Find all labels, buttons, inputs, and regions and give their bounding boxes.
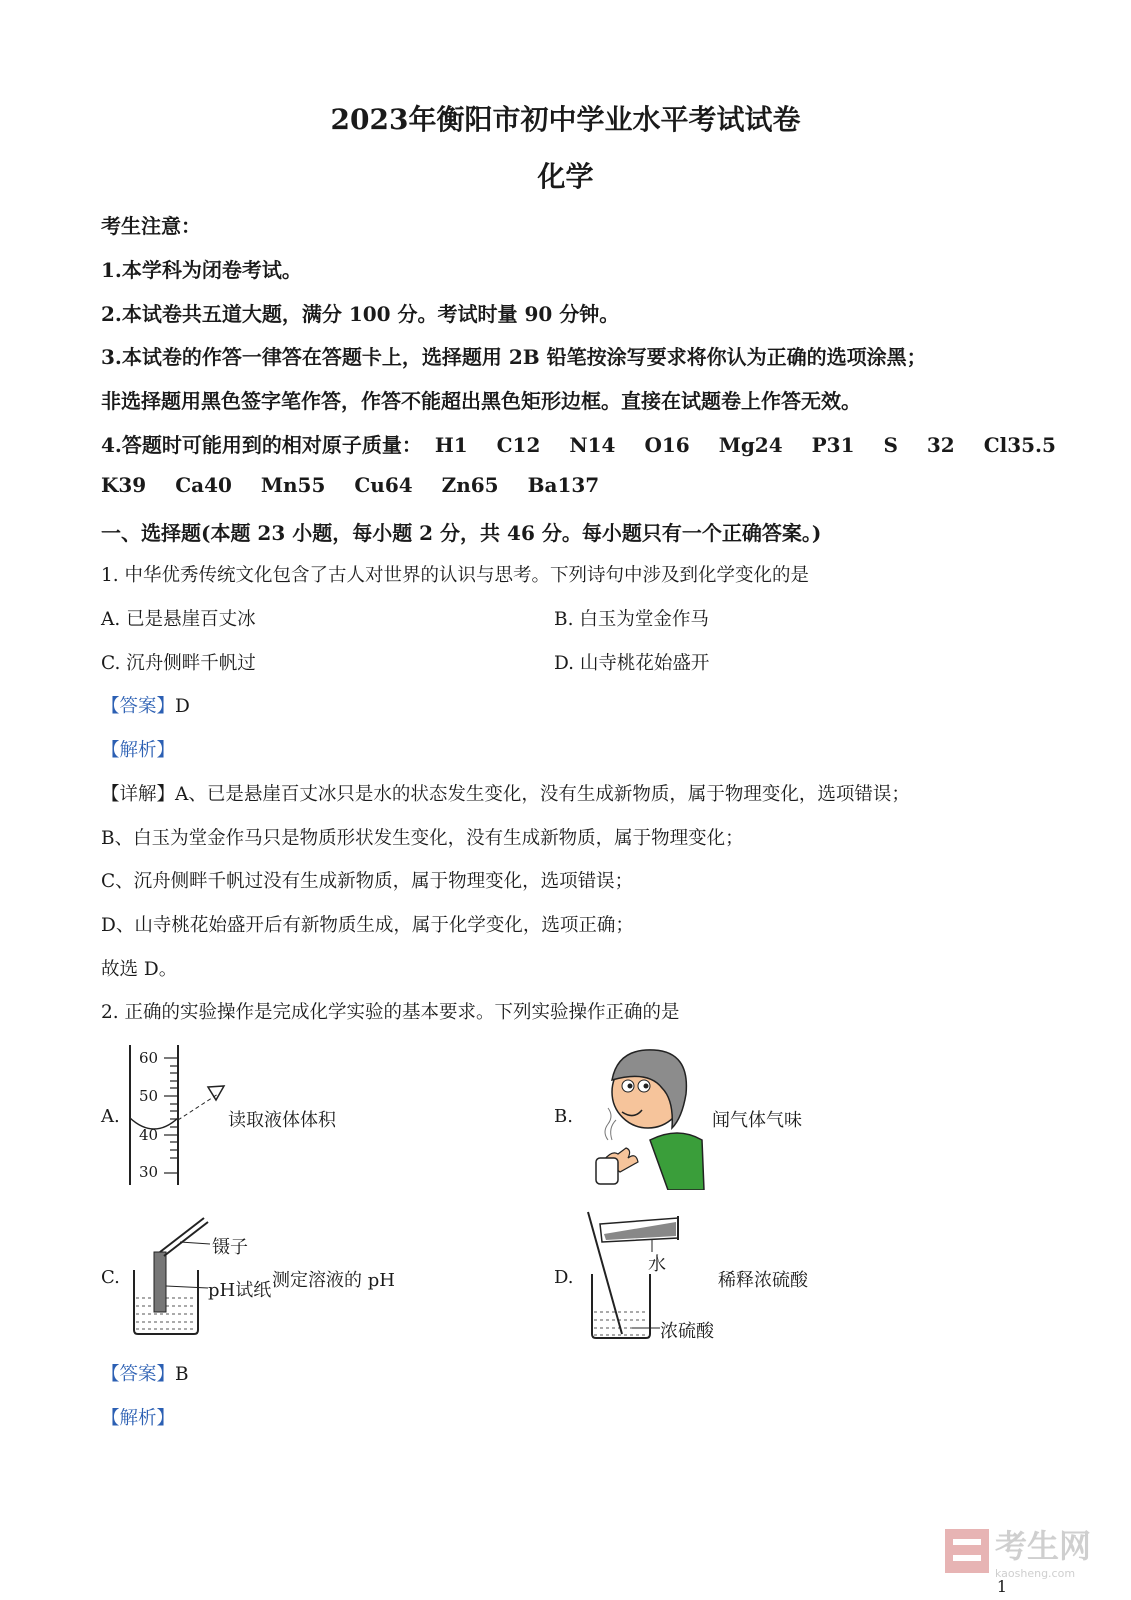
q1-detail-2: B、白玉为堂金作马只是物质形状发生变化，没有生成新物质，属于物理变化； bbox=[101, 828, 744, 849]
atom-mass: C12 bbox=[496, 433, 541, 457]
atom-mass: Cl35.5 bbox=[983, 433, 1056, 457]
tweezers-callout: 镊子 bbox=[212, 1237, 248, 1258]
answer-tag: 【答案】 bbox=[101, 1364, 176, 1385]
subject-title: 化学 bbox=[537, 160, 594, 193]
answer-value: B bbox=[175, 1364, 189, 1385]
q2-stem: 2. 正确的实验操作是完成化学实验的基本要求。下列实验操作正确的是 bbox=[101, 1002, 680, 1023]
water-callout: 水 bbox=[648, 1254, 666, 1275]
watermark-url: kaosheng.com bbox=[994, 1567, 1076, 1580]
q1-option-c: C. 沉舟侧畔千帆过 bbox=[101, 653, 256, 674]
sulfuric-acid-callout: 浓硫酸 bbox=[660, 1321, 714, 1342]
q2-option-d-label: 稀释浓硫酸 bbox=[718, 1270, 808, 1291]
atom-mass: Ba137 bbox=[527, 473, 600, 497]
atom-mass: Mn55 bbox=[260, 473, 326, 497]
cylinder-tick-30: 30 bbox=[139, 1163, 159, 1181]
q1-answer bbox=[101, 692, 190, 718]
q2-analysis-tag: 【解析】 bbox=[101, 1408, 176, 1429]
atom-mass: S bbox=[883, 433, 898, 457]
answer-value: D bbox=[175, 696, 190, 717]
q2-answer bbox=[101, 1360, 189, 1386]
notice-item-3: 3.本试卷的作答一律答在答题卡上，选择题用 2B 铅笔按涂写要求将你认为正确的选项涂黑； bbox=[101, 345, 927, 369]
q2-option-d-letter: D. bbox=[554, 1267, 574, 1288]
graduated-cylinder-figure bbox=[120, 1040, 230, 1190]
q1-option-b: B. 白玉为堂金作马 bbox=[554, 609, 709, 630]
atom-mass: H1 bbox=[434, 433, 468, 457]
ph-paper-callout: pH试纸 bbox=[208, 1280, 272, 1301]
notice-heading: 考生注意： bbox=[101, 214, 201, 238]
q1-conclusion: 故选 D。 bbox=[101, 959, 178, 980]
q2-option-a-letter: A. bbox=[101, 1106, 120, 1127]
section-1-heading: 一、选择题(本题 23 小题，每小题 2 分，共 46 分。每小题只有一个正确答案。) bbox=[101, 521, 822, 545]
q1-detail-3: C、沉舟侧畔千帆过没有生成新物质，属于物理变化，选项错误； bbox=[101, 871, 634, 892]
cylinder-tick-40: 40 bbox=[139, 1126, 159, 1144]
detail-text: A、已是悬崖百丈冰只是水的状态发生变化，没有生成新物质，属于物理变化，选项错误； bbox=[175, 784, 910, 805]
q2-option-c-label: 测定溶液的 pH bbox=[272, 1270, 395, 1291]
q2-option-b-label: 闻气体气味 bbox=[712, 1110, 802, 1131]
watermark-text: 考生网 bbox=[994, 1527, 1091, 1565]
atom-mass: Zn65 bbox=[441, 473, 499, 497]
cylinder-tick-60: 60 bbox=[139, 1049, 159, 1067]
detail-tag: 【详解】 bbox=[101, 784, 176, 805]
notice-item-1: 1.本学科为闭卷考试。 bbox=[101, 258, 302, 282]
atomic-masses-line-2 bbox=[101, 473, 621, 497]
q2-option-b-letter: B. bbox=[554, 1106, 573, 1127]
q1-option-a: A. 已是悬崖百丈冰 bbox=[101, 609, 256, 630]
smelling-gas-figure bbox=[578, 1040, 708, 1190]
atom-mass: K39 bbox=[101, 473, 147, 497]
atom-mass: Mg24 bbox=[718, 433, 783, 457]
watermark-logo-icon bbox=[945, 1529, 989, 1573]
cylinder-tick-50: 50 bbox=[139, 1087, 159, 1105]
q1-analysis-tag: 【解析】 bbox=[101, 740, 176, 761]
exam-title: 2023年衡阳市初中学业水平考试试卷 bbox=[330, 103, 801, 136]
atom-mass: Ca40 bbox=[175, 473, 232, 497]
atomic-masses-prefix: 4.答题时可能用到的相对原子质量： bbox=[101, 433, 422, 457]
q2-option-c-letter: C. bbox=[101, 1267, 120, 1288]
notice-item-2: 2.本试卷共五道大题，满分 100 分。考试时量 90 分钟。 bbox=[101, 302, 620, 326]
watermark bbox=[945, 1521, 1091, 1580]
q1-option-d: D. 山寺桃花始盛开 bbox=[554, 653, 710, 674]
atom-mass: O16 bbox=[644, 433, 690, 457]
atom-mass: Cu64 bbox=[354, 473, 413, 497]
notice-item-3-cont: 非选择题用黑色签字笔作答，作答不能超出黑色矩形边框。直接在试题卷上作答无效。 bbox=[101, 389, 861, 413]
atom-mass: P31 bbox=[811, 433, 855, 457]
q1-stem: 1. 中华优秀传统文化包含了古人对世界的认识与思考。下列诗句中涉及到化学变化的是 bbox=[101, 565, 810, 586]
atom-mass: 32 bbox=[926, 433, 955, 457]
q1-detail-1 bbox=[101, 780, 910, 806]
q1-detail-4: D、山寺桃花始盛开后有新物质生成，属于化学变化，选项正确； bbox=[101, 915, 634, 936]
atom-mass: N14 bbox=[569, 433, 616, 457]
page-number: 1 bbox=[996, 1577, 1007, 1596]
atomic-masses-line-1 bbox=[101, 429, 1078, 458]
q2-option-a-label: 读取液体体积 bbox=[228, 1110, 336, 1131]
answer-tag: 【答案】 bbox=[101, 696, 176, 717]
